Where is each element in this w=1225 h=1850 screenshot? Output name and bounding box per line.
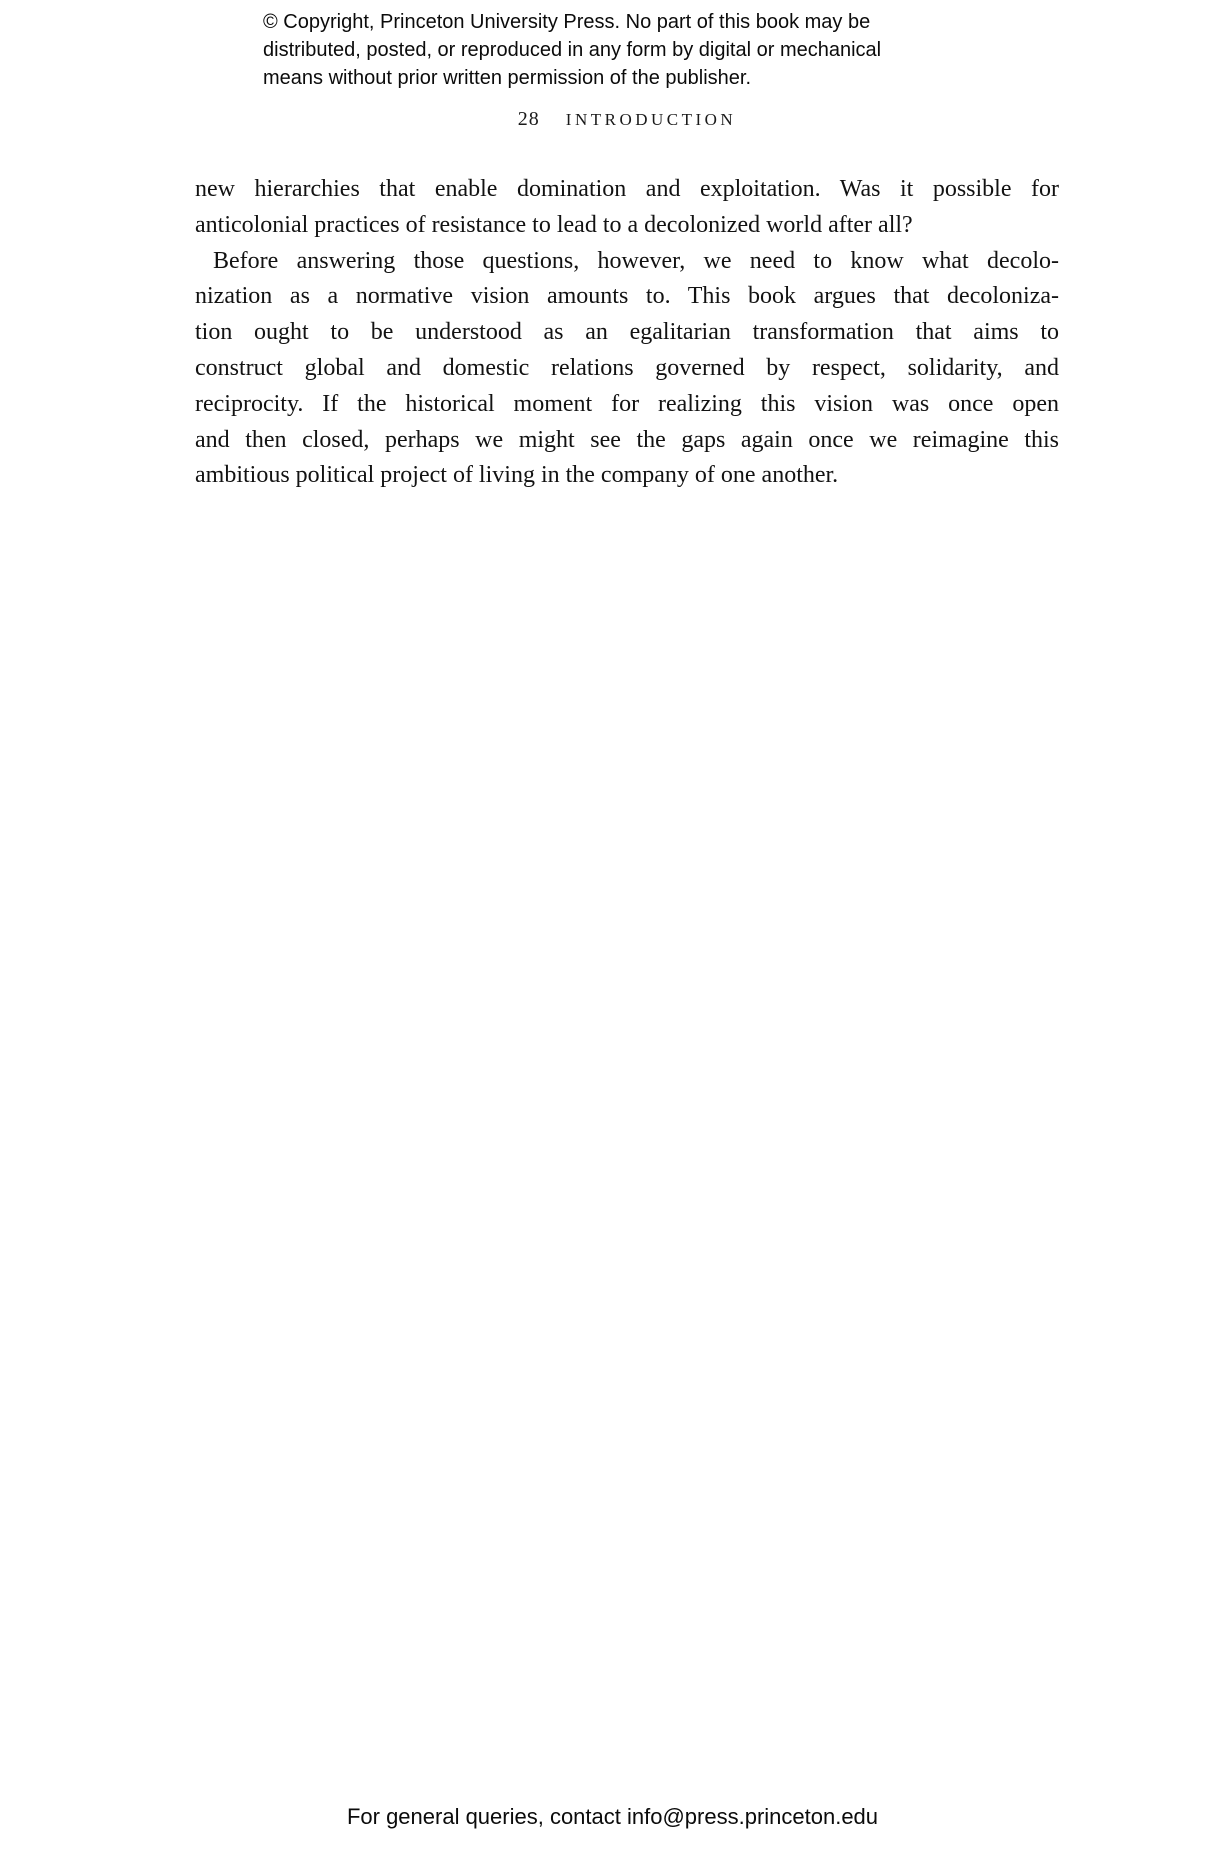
body-text xyxy=(195,172,1059,494)
body-line: nization as a normative vision amounts to. This book argues that decoloniza- xyxy=(195,283,1059,310)
body-line: ambitious political project of living in the company of one another. xyxy=(195,462,839,489)
running-header xyxy=(195,108,1059,131)
chapter-title: INTRODUCTION xyxy=(565,110,737,129)
paragraph xyxy=(195,244,1059,495)
body-line: tion ought to be understood as an egalitarian transformation that aims to xyxy=(195,319,1059,346)
body-line: and then closed, perhaps we might see the gaps again once we reimagine this xyxy=(195,426,1059,453)
body-line: new hierarchies that enable domination and exploitation. Was it possible for xyxy=(195,176,1059,202)
page-number: 28 xyxy=(517,108,540,130)
footer-contact xyxy=(0,1802,1225,1832)
copyright-line: © Copyright, Princeton University Press. No part of this book may be xyxy=(263,11,871,33)
copyright-notice xyxy=(263,8,881,92)
copyright-line: distributed, posted, or reproduced in any form by digital or mechanical xyxy=(263,39,882,61)
paragraph xyxy=(195,172,1059,244)
body-line: construct global and domestic relations governed by respect, solidarity, and xyxy=(195,354,1059,381)
body-line: reciprocity. If the historical moment for realizing this vision was once open xyxy=(195,390,1059,417)
body-line: anticolonial practices of resistance to lead to a decolonized world after all? xyxy=(195,211,913,238)
footer-contact-line: For general queries, contact info@press.princeton.edu xyxy=(346,1804,879,1829)
body-line: Before answering those questions, however, we need to know what decolo- xyxy=(213,247,1059,274)
copyright-line: means without prior written permission of the publisher. xyxy=(263,67,752,89)
